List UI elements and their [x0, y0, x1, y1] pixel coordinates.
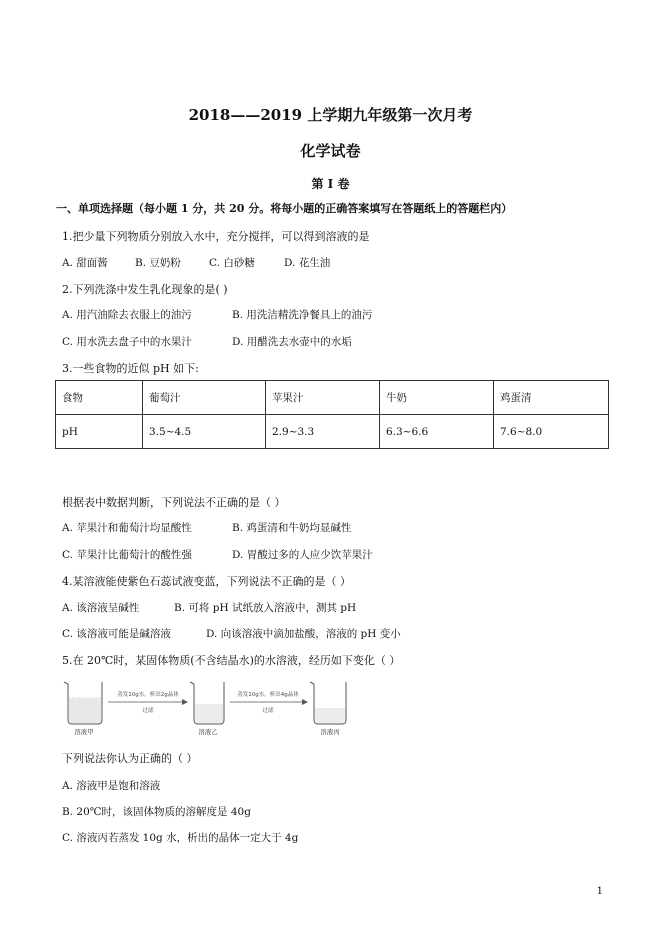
q3-option-a: A. 苹果汁和葡萄汁均显酸性 [62, 522, 192, 534]
q4-option-c: C. 该溶液可能是碱溶液 [62, 628, 171, 640]
q2-option-b: B. 用洗洁精洗净餐具上的油污 [232, 309, 373, 321]
exam-title: 2018——2019 上学期九年级第一次月考 [188, 106, 473, 124]
arrow-2-condition: 蒸发10g水，析出4g晶体 [237, 692, 299, 698]
q4-option-a: A. 该溶液呈碱性 [62, 602, 140, 614]
arrow-icon [108, 699, 188, 705]
q4-option-b: B. 可将 pH 试纸放入溶液中，测其 pH [174, 602, 357, 614]
q5-option-c: C. 溶液丙若蒸发 10g 水，析出的晶体一定大于 4g [62, 832, 299, 844]
table-header-row [56, 381, 609, 415]
question-1-stem: 1.把少量下列物质分别放入水中，充分搅拌，可以得到溶液的是 [62, 230, 370, 243]
q1-option-b: B. 豆奶粉 [135, 257, 181, 269]
arrow-1-step: 过滤 [142, 708, 154, 714]
part-label: 第 I 卷 [311, 177, 350, 191]
q5-option-b: B. 20℃时，该固体物质的溶解度是 40g [62, 806, 251, 818]
page-number: 1 [596, 886, 603, 897]
table-cell: 2.9~3.3 [266, 415, 380, 449]
beaker-label-2: 溶液乙 [198, 728, 218, 736]
table-cell: 3.5~4.5 [143, 415, 266, 449]
question-2-stem: 2.下列洗涤中发生乳化现象的是( ) [62, 283, 228, 296]
question-4-stem: 4.某溶液能使紫色石蕊试液变蓝，下列说法不正确的是（ ） [62, 575, 351, 588]
q1-option-a: A. 甜面酱 [62, 257, 108, 269]
question-5-prompt: 下列说法你认为正确的（ ） [62, 752, 198, 765]
evaporation-diagram [62, 676, 352, 736]
arrow-1-condition: 蒸发10g水，析出2g晶体 [117, 692, 179, 698]
beaker-icon [190, 682, 224, 724]
table-cell: 食物 [56, 381, 143, 415]
beaker-label-1: 溶液甲 [74, 728, 94, 736]
q1-option-d: D. 花生油 [284, 257, 331, 269]
q2-option-a: A. 用汽油除去衣服上的油污 [62, 309, 192, 321]
question-5-stem: 5.在 20℃时，某固体物质(不含结晶水)的水溶液，经历如下变化（ ） [62, 654, 401, 667]
q3-option-c: C. 苹果汁比葡萄汁的酸性强 [62, 549, 192, 561]
exam-subtitle: 化学试卷 [300, 142, 361, 160]
q1-option-c: C. 白砂糖 [209, 257, 255, 269]
q3-option-b: B. 鸡蛋清和牛奶均显碱性 [232, 522, 352, 534]
question-3-stem: 3.一些食物的近似 pH 如下: [62, 362, 199, 375]
table-cell: 鸡蛋清 [494, 381, 609, 415]
beaker-label-3: 溶液丙 [320, 728, 340, 736]
section-heading: 一、单项选择题（每小题 1 分，共 20 分。将每小题的正确答案填写在答题纸上的答题栏内） [56, 202, 513, 215]
arrow-icon [230, 699, 308, 705]
question-3-prompt: 根据表中数据判断，下列说法不正确的是（ ） [62, 496, 286, 509]
ph-table [55, 380, 609, 449]
arrow-2-step: 过滤 [262, 708, 274, 714]
table-cell: 牛奶 [380, 381, 494, 415]
q4-option-d: D. 向该溶液中滴加盐酸，溶液的 pH 变小 [206, 628, 401, 640]
table-cell: 6.3~6.6 [380, 415, 494, 449]
q2-option-c: C. 用水洗去盘子中的水果汁 [62, 336, 192, 348]
beaker-icon [310, 682, 346, 724]
table-cell: 7.6~8.0 [494, 415, 609, 449]
q2-option-d: D. 用醋洗去水壶中的水垢 [232, 336, 352, 348]
table-cell: 苹果汁 [266, 381, 380, 415]
table-row [56, 415, 609, 449]
q3-option-d: D. 胃酸过多的人应少饮苹果汁 [232, 549, 373, 561]
beaker-icon [64, 682, 102, 724]
table-cell: 葡萄汁 [143, 381, 266, 415]
q5-option-a: A. 溶液甲是饱和溶液 [62, 780, 161, 792]
table-cell: pH [56, 415, 143, 449]
